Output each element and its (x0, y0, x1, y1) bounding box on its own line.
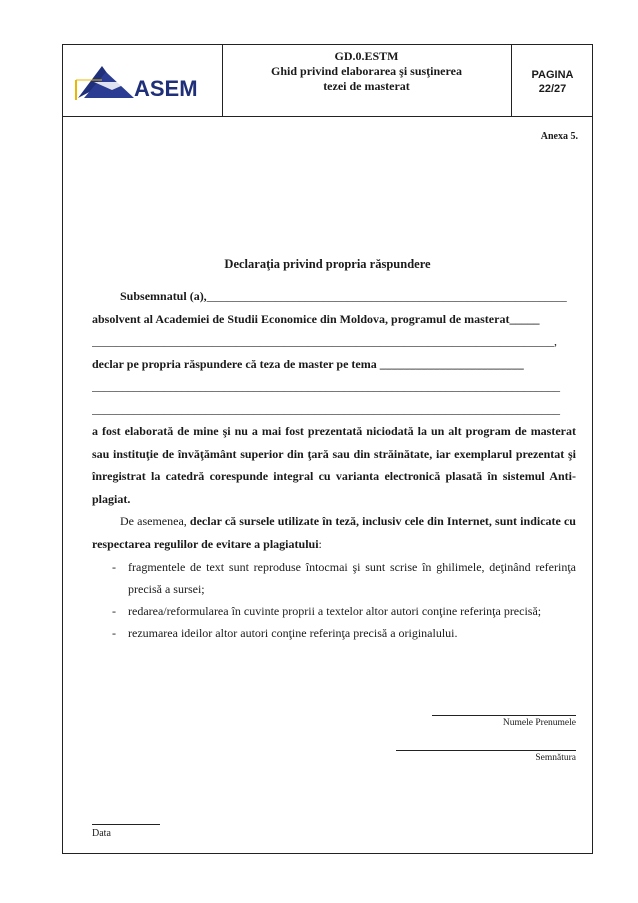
date-line (92, 824, 160, 825)
declaration-title: Declaraţia privind propria răspundere (224, 257, 431, 271)
list-item: - fragmentele de text sunt reproduse întocmai şi sunt scrise în ghilimele, deţinând referinţa precisă a sursei; (112, 560, 576, 596)
header-title-line2: tezei de masterat (323, 79, 410, 93)
name-blank: ____________________________________________________________ (206, 289, 567, 303)
theme-blank-line-2: ______________________________________________________________________________ (92, 401, 560, 416)
page-label: PAGINA (531, 69, 574, 81)
subsemnatul-line (92, 285, 576, 308)
declaration-body (92, 285, 576, 555)
list-item: - redarea/reformularea în cuvinte proprii a textelor altor autori conţine referinţa precisă; (112, 604, 542, 618)
list-item: - rezumarea ideilor altor autori conţine referinţa precisă a originalului. (112, 626, 458, 640)
program-blank-line: _____________________________________________________________________________, (92, 334, 557, 348)
document-code: GD.0.ESTM (334, 49, 399, 63)
header-title-cell (222, 44, 512, 116)
header-title-line1: Ghid privind elaborarea şi susţinerea (271, 64, 462, 78)
originality-paragraph: a fost elaborată de mine şi nu a mai fost prezentată niciodată la un alt program de masterat sau instituţie de învăţământ superior din ţară sau din străinătate, iar exemplarul prezentat şi înregistrat la catedră corespunde integral cu varianta electronică plasată în sistemul Anti-plagiat. (92, 424, 576, 506)
declar-line: declar pe propria răspundere că teza de master pe tema ________________________ (92, 356, 524, 371)
list-item-text: rezumarea ideilor altor autori conţine referinţa precisă a originalului. (128, 626, 458, 640)
signature-label: Semnătura (535, 753, 576, 763)
annex-label: Anexa 5. (540, 131, 578, 142)
header-logo-cell (62, 44, 223, 116)
plagiarism-rules-list (92, 556, 576, 644)
sources-end: : (318, 536, 322, 551)
subsemnatul-label: Subsemnatul (a), (120, 289, 207, 303)
document-header (62, 44, 593, 117)
page-number: 22/27 (538, 83, 567, 95)
list-item-text: fragmentele de text sunt reproduse întocmai şi sunt scrise în ghilimele, deţinând referinţa precisă a sursei; (128, 560, 576, 596)
signature-line (396, 750, 576, 751)
header-page-cell (512, 44, 593, 116)
logo-text: ASEM (134, 76, 198, 101)
theme-blank-line-1: ______________________________________________________________________________ (92, 379, 560, 393)
list-item-text: redarea/reformularea în cuvinte proprii a textelor altor autori conţine referinţa precisă; (128, 604, 542, 618)
absolvent-line: absolvent al Academiei de Studii Economice din Moldova, programul de masterat_____ (92, 311, 540, 326)
asem-logo (72, 60, 202, 102)
name-label: Numele Prenumele (502, 718, 576, 728)
date-label: Data (92, 828, 111, 839)
sources-paragraph (92, 510, 576, 555)
sources-lead: De asemenea, (120, 514, 190, 528)
name-signature-line (432, 715, 576, 716)
sources-bold: declar că sursele utilizate în teză, inclusiv cele din Internet, sunt indicate cu respectarea regulilor de evitare a plagiatului (92, 514, 576, 551)
